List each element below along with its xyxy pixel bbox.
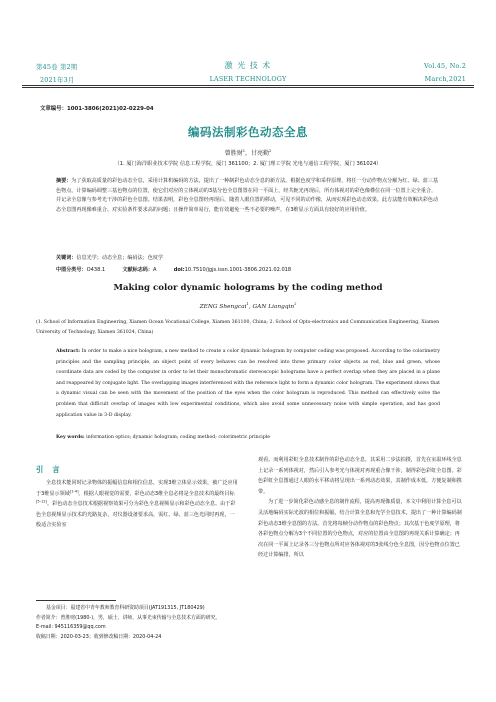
author-cn-2: ，甘亮勤 bbox=[245, 150, 270, 157]
author-en-1: ZENG Shengcai bbox=[199, 304, 247, 310]
intro-text-1: 全息技术能同时记录物体的振幅信息和相位信息，实现3维立体显示效果，被广泛应用于3维显示领域 bbox=[36, 480, 238, 497]
intro-paragraph-1 bbox=[36, 478, 239, 531]
author-cn-1-affil: 1 bbox=[242, 149, 245, 153]
affiliation-en: (1. School of Information Engineering, Xiamen Ocean Vocational College, Xiamen 361100, China; 2. School of Opto-electronics and Communication Engineering, Xiamen University of Technology, Xiamen 361024, China) bbox=[36, 320, 440, 335]
header-date-en: March,2021 bbox=[424, 75, 466, 83]
abstract-en-label: Abstract: bbox=[56, 349, 80, 354]
header-volume-en: Vol.45, No.2 bbox=[424, 62, 466, 70]
intro-text-2: 。根据人眼视觉的需要，彩色动态3维全息必将是全息技术的最终目标 bbox=[78, 490, 235, 497]
footnote-author: 作者简介：曾胜财(1980-)，男，硕士，讲师，从事光束传输与全息技术方面的研究。 bbox=[36, 614, 221, 621]
affiliation-cn: （1. 厦门海洋职业技术学院 信息工程学院，厦门 361100；2. 厦门理工学院 光电与通信工程学院，厦门 361024） bbox=[114, 161, 382, 167]
intro-paragraph-method: 为了进一步简化彩色动感全息的制作流程，提高再现像质量，本文中利用计算全息可以灵活地编码实际光波的相位和振幅，结合计算全息和光学全息技术，提出了一种计算编码制彩色动态3维全息图的方法。首先将每帧分动作物点的彩色物点；其次基于色度学原理，将各彩色物点分解为3个不同位置的分色物点，对应的位置由全息图的再现关系计算确定；再次在同一平面上记录各三分色物点所对应各体视对的3张线分色全息图，因分色物点位置已经过计算编排，所以 bbox=[258, 499, 462, 559]
author-cn-2-affil: 2 bbox=[269, 149, 272, 153]
header-date-cn: 2021年3月 bbox=[40, 76, 75, 84]
header-journal-en: LASER TECHNOLOGY bbox=[209, 75, 287, 83]
intro-paragraph-continued: 观看。而利用彩虹全息技术制作的彩色动态全息，其采用二步法拍摄，首先在室温环线全息上记录一系列体视对，然后引入参考光与体视对再现重合像干涉，制得彩色彩虹全息图。彩色彩虹全息图通过人眼的水平移动将呈现出一系列动态效果，其制作成本低，方便复制和携带。 bbox=[258, 457, 462, 495]
doc-code-label: 文献标志码： bbox=[122, 267, 153, 273]
authors-cn bbox=[0, 148, 496, 157]
keywords-cn-text: 信息光学；动态全息；编码法；色度学 bbox=[76, 255, 163, 261]
citation-2: [5-12] bbox=[36, 499, 47, 504]
keywords-cn-label: 关键词： bbox=[56, 255, 77, 261]
citation-1: [1-4] bbox=[69, 488, 79, 493]
doi-label: doi: bbox=[173, 267, 185, 273]
footnote-rule bbox=[36, 600, 116, 601]
clc-label: 中图分类号： bbox=[56, 267, 87, 273]
abstract-cn-text: 为了获取高质量的彩色动态全息，采用计算机编码的方法，提出了一种制彩色动态全息的新方法。根据色度学和采样原理，将任一分动作物点分解为红、绿、蓝三基色物点，计算编码调整三基色物点的位置，使它们对应的立体视动的3基分色全息图置在同一平面上，经共轭光再现后，所有体视对的彩色像叠位在同一位置上完全重合，并记录全息像与参考光干涉的彩色全息图。结果表明，彩色全息图经再现后，随着人眼位置的移动，可见不同的动作像，从而实现彩色动态效果。此方法能有效解决彩色动态全息图再现像难重合、对实验条件要求高的问题；且操作简单易行，能有效避免一些不必要的噪声，在3维显示方面具有较好的应用价值。 bbox=[56, 178, 439, 213]
abstract-cn bbox=[56, 177, 440, 215]
header-rule-bottom bbox=[22, 87, 474, 88]
footnote-received: 收稿日期：2020-03-23；收到修改稿日期：2020-04-24 bbox=[36, 633, 162, 640]
intro-text-3: 。彩色动态全息技术根据视察效果可分为彩色全息视频显示和彩色动态全息。由于彩色全息视频显示技术的光路复杂，对仪器设备要求高，需红、绿、蓝三色光同时再现，一般适合实验室 bbox=[36, 501, 236, 529]
section-heading-intro: 引 言 bbox=[36, 465, 61, 474]
keywords-cn bbox=[56, 254, 440, 261]
footnote-email: E-mail: 945116359@qq.com bbox=[36, 624, 106, 631]
doc-code-value: A bbox=[153, 267, 157, 273]
author-cn-1: 曾胜财 bbox=[224, 150, 243, 157]
author-en-2-affil: 2 bbox=[294, 302, 297, 307]
title-en: Making color dynamic holograms by the coding method bbox=[113, 283, 383, 293]
keywords-en-text: information optics; dynamic hologram; coding method; colorimetric principle bbox=[86, 435, 270, 440]
article-number: 文章编号：1001-3806(2021)02-0229-04 bbox=[40, 106, 154, 112]
intro-right-column bbox=[258, 455, 462, 561]
keywords-en-label: Key words: bbox=[56, 435, 85, 440]
clc-value: O438.1 bbox=[86, 267, 106, 273]
classification-cn bbox=[56, 266, 446, 273]
intro-left-column bbox=[36, 478, 239, 531]
keywords-en bbox=[56, 435, 446, 440]
header-volume-cn: 第45卷 第2期 bbox=[36, 63, 78, 71]
footnote-funding: 基金项目：福建省中青年教师教育科研资助项目(JAT191315, JT180429) bbox=[46, 605, 205, 611]
header-journal-cn: 激 光 技 术 bbox=[224, 61, 272, 70]
author-en-2: , GAN Liangqin bbox=[248, 304, 295, 310]
header-rule-top bbox=[22, 85, 474, 86]
abstract-cn-label: 摘要： bbox=[56, 178, 72, 184]
title-cn: 编码法制彩色动态全息 bbox=[188, 125, 308, 139]
footnotes bbox=[36, 604, 239, 642]
doi-value: 10.7510/jgjs.issn.1001-3806.2021.02.018 bbox=[184, 267, 292, 273]
abstract-en bbox=[56, 347, 440, 421]
authors-en bbox=[0, 304, 496, 310]
author-en-1-affil: 1 bbox=[246, 302, 249, 307]
abstract-en-text: In order to make a nice hologram, a new method to create a color dynamic hologram by computer coding was proposed. According to the colorimetry principles and the sampling principle, an object point of every behaves can be resolved into three primary color objects as red, blue and green, whose coordinate data are coded by the computer in order to let their monochromatic stereoscopic holograms have a perfect overlap when they are placed in a plane and reappeared by conjugate light. The overlapping images interferenced with the reference light to form a dynamic color hologram. The experiment shows that a dynamic visual can be seen with the movement of the position of the eyes when the color hologram is reproduced. This method can effectively solve the problem that difficult overlap of images with low experimental conditions, which also avoid some unnecessary noise with simple operation, and has good application value in 3-D display. bbox=[56, 349, 441, 418]
